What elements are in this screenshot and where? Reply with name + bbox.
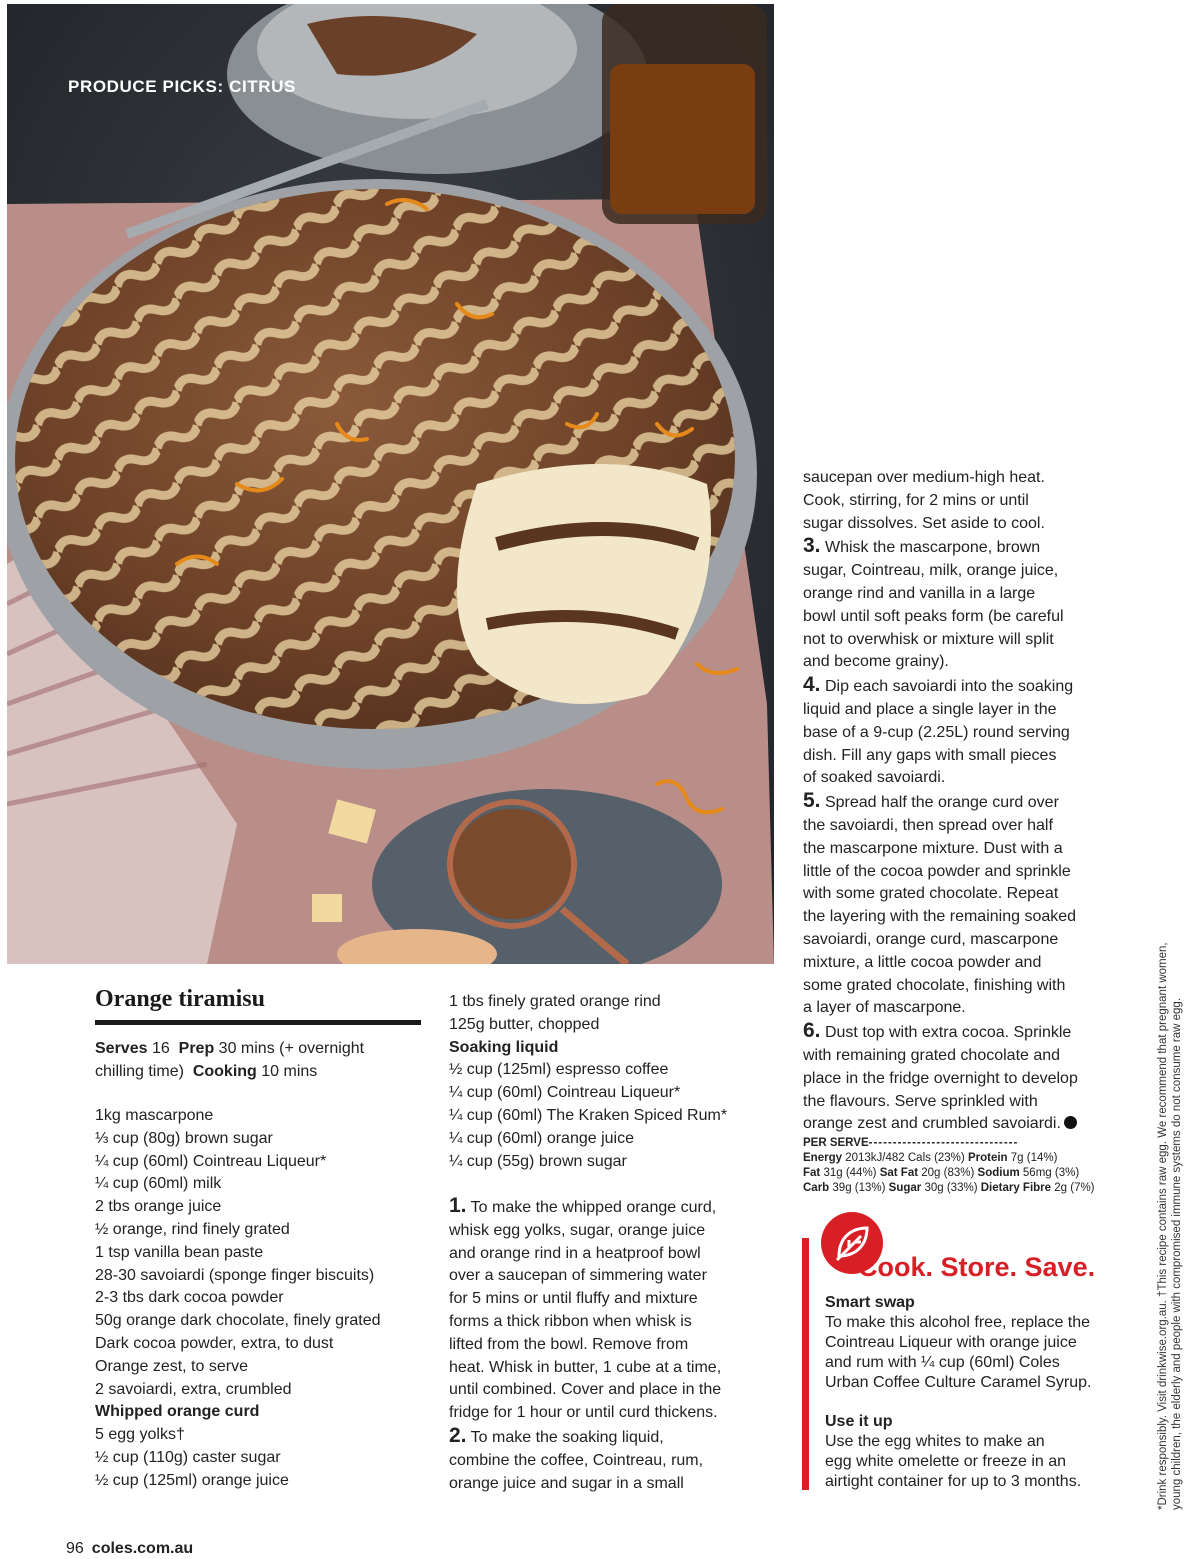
step-text: until combined. Cover and place in the xyxy=(449,1381,722,1399)
recipe-meta xyxy=(95,1037,425,1083)
step-text: Cook, stirring, for 2 mins or until xyxy=(803,491,1029,509)
step-text: a layer of mascarpone. xyxy=(803,999,966,1017)
method-line xyxy=(803,815,1138,838)
step-text: orange zest and crumbled savoiardi. xyxy=(803,1115,1061,1133)
method-line xyxy=(449,1265,774,1288)
step-text: heat. Whisk in butter, 1 cube at a time, xyxy=(449,1358,722,1376)
sodium-value: 56mg (3%) xyxy=(1022,1167,1080,1179)
use-it-up-heading: Use it up xyxy=(825,1413,893,1430)
method-line xyxy=(803,674,1138,699)
ingredient-item: Orange zest, to serve xyxy=(95,1357,248,1375)
ingredients-list-col1 xyxy=(95,1105,430,1493)
method-line xyxy=(449,1195,774,1220)
step-number: 1. xyxy=(449,1194,467,1217)
step-text: with some grated chocolate. Repeat xyxy=(803,885,1059,903)
method-line xyxy=(803,513,1138,536)
ingredient-item: ¼ cup (60ml) The Kraken Spiced Rum* xyxy=(449,1106,728,1124)
method-line xyxy=(803,1068,1138,1091)
sugar-value: 30g (33%) xyxy=(924,1182,978,1194)
serves-value: 16 xyxy=(151,1040,170,1057)
nutrition-panel xyxy=(803,1136,1133,1196)
method-line xyxy=(803,629,1138,652)
method-line xyxy=(449,1425,774,1450)
step-text: Dust top with extra cocoa. Sprinkle xyxy=(824,1024,1072,1042)
page-footer xyxy=(66,1540,193,1558)
use-it-up-line: airtight container for up to 3 months. xyxy=(825,1473,1082,1490)
method-line xyxy=(803,606,1138,629)
title-rule xyxy=(95,1020,421,1025)
step-text: To make the soaking liquid, xyxy=(470,1428,664,1446)
ingredient-item: 1kg mascarpone xyxy=(95,1107,214,1124)
ingredient-item: 1 tbs finely grated orange rind xyxy=(449,993,661,1010)
method-line xyxy=(803,1113,1138,1136)
step-number: 4. xyxy=(803,673,821,697)
prep-value-cont: chilling time) xyxy=(95,1063,184,1080)
method-line xyxy=(803,699,1138,722)
sodium-label: Sodium xyxy=(977,1167,1020,1179)
ingredient-item: ½ orange, rind finely grated xyxy=(95,1220,290,1238)
step-text: saucepan over medium-high heat. xyxy=(803,469,1045,486)
step-text: liquid and place a single layer in the xyxy=(803,700,1057,718)
method-line xyxy=(803,767,1138,790)
step-text: bowl until soft peaks form (be careful xyxy=(803,607,1064,625)
step-text: dish. Fill any gaps with small pieces xyxy=(803,746,1057,764)
method-line xyxy=(803,560,1138,583)
method-line xyxy=(803,651,1138,674)
step-number: 3. xyxy=(803,534,821,558)
smart-swap-line: Cointreau Liqueur with orange juice xyxy=(825,1334,1077,1351)
step-number: 6. xyxy=(803,1019,821,1043)
page-number: 96 xyxy=(66,1540,84,1557)
disclaimer-line: young children, the elderly and people with compromised immune systems do not consume raw egg. xyxy=(1171,997,1183,1510)
ingredient-item: ½ cup (125ml) orange juice xyxy=(95,1471,289,1489)
method-line xyxy=(449,1357,774,1380)
method-line xyxy=(803,535,1138,560)
smart-swap-block xyxy=(825,1293,1145,1393)
step-text: To make the whipped orange curd, xyxy=(470,1199,717,1216)
method-line xyxy=(803,929,1138,952)
method-col2 xyxy=(449,1195,774,1495)
ingredient-item: ¼ cup (60ml) milk xyxy=(95,1175,222,1193)
step-text: whisk egg yolks, sugar, orange juice xyxy=(449,1221,706,1239)
fat-value: 31g (44%) xyxy=(823,1167,877,1179)
method-line xyxy=(803,790,1138,815)
method-col3 xyxy=(803,467,1138,1136)
energy-value: 2013kJ/482 Cals (23%) xyxy=(845,1152,965,1164)
ingredient-item: ¼ cup (60ml) orange juice xyxy=(449,1129,634,1147)
method-line xyxy=(803,906,1138,929)
step-text: sugar, Cointreau, milk, orange juice, xyxy=(803,562,1059,580)
smart-swap-heading: Smart swap xyxy=(825,1294,915,1311)
site-link[interactable]: coles.com.au xyxy=(91,1540,194,1557)
sugar-label: Sugar xyxy=(888,1182,922,1194)
method-line xyxy=(803,883,1138,906)
step-text: not to overwhisk or mixture will split xyxy=(803,630,1054,648)
ingredient-subheading: Whipped orange curd xyxy=(95,1403,260,1421)
method-line xyxy=(803,722,1138,745)
ingredient-item: 125g butter, chopped xyxy=(449,1015,600,1033)
step-text: and orange rind in a heatproof bowl xyxy=(449,1244,701,1262)
satfat-label: Sat Fat xyxy=(879,1167,919,1179)
step-text: sugar dissolves. Set aside to cool. xyxy=(803,514,1045,532)
prep-label: Prep xyxy=(178,1040,215,1057)
method-line xyxy=(449,1288,774,1311)
nutrition-divider: ------------------------------- xyxy=(868,1137,1019,1149)
disclaimer-note xyxy=(1156,790,1184,1510)
smart-swap-line: To make this alcohol free, replace the xyxy=(825,1314,1091,1331)
ingredient-item: 2 savoiardi, extra, crumbled xyxy=(95,1380,292,1398)
carb-value: 39g (13%) xyxy=(832,1182,886,1194)
ingredient-item: ⅓ cup (80g) brown sugar xyxy=(95,1129,273,1147)
cooking-value: 10 mins xyxy=(261,1063,318,1080)
step-text: the flavours. Serve sprinkled with xyxy=(803,1092,1038,1110)
step-text: savoiardi, orange curd, mascarpone xyxy=(803,930,1059,948)
method-line xyxy=(803,1091,1138,1114)
step-text: fridge for 1 hour or until curd thickens. xyxy=(449,1404,718,1422)
use-it-up-line: egg white omelette or freeze in an xyxy=(825,1453,1067,1470)
method-line xyxy=(449,1402,774,1425)
disclaimer-line: *Drink responsibly. Visit drinkwise.org.au. †This recipe contains raw egg. We recommend that pregnant women, xyxy=(1157,942,1169,1510)
step-text: for 5 mins or until fluffy and mixture xyxy=(449,1290,698,1308)
ingredient-item: 1 tsp vanilla bean paste xyxy=(95,1243,264,1261)
satfat-value: 20g (83%) xyxy=(921,1167,975,1179)
step-text: forms a thick ribbon when whisk is xyxy=(449,1312,692,1330)
fat-label: Fat xyxy=(803,1167,821,1179)
serves-label: Serves xyxy=(95,1040,148,1057)
step-text: over a saucepan of simmering water xyxy=(449,1267,707,1285)
use-it-up-block xyxy=(825,1412,1145,1492)
method-line xyxy=(803,490,1138,513)
ingredient-item: ½ cup (125ml) espresso coffee xyxy=(449,1061,669,1079)
ingredient-item: 2-3 tbs dark cocoa powder xyxy=(95,1289,284,1307)
nutrition-heading: PER SERVE xyxy=(803,1137,869,1149)
cook-store-save-title: Cook. Store. Save. xyxy=(858,1252,1096,1282)
ingredient-item: ¼ cup (55g) brown sugar xyxy=(449,1152,627,1170)
step-number: 5. xyxy=(803,789,821,813)
step-text: and become grainy). xyxy=(803,653,949,671)
method-line xyxy=(803,975,1138,998)
step-text: lifted from the bowl. Remove from xyxy=(449,1335,689,1353)
fibre-value: 2g (7%) xyxy=(1054,1182,1095,1194)
energy-label: Energy xyxy=(803,1152,842,1164)
method-line xyxy=(803,838,1138,861)
ingredient-item: 5 egg yolks† xyxy=(95,1426,185,1444)
carb-label: Carb xyxy=(803,1182,830,1194)
method-line xyxy=(803,1020,1138,1045)
method-line xyxy=(803,1045,1138,1068)
method-line xyxy=(803,745,1138,768)
method-line xyxy=(449,1311,774,1334)
step-text: Dip each savoiardi into the soaking xyxy=(824,678,1074,696)
ingredient-item: ½ cup (110g) caster sugar xyxy=(95,1448,281,1466)
method-line xyxy=(803,467,1138,490)
method-line xyxy=(449,1334,774,1357)
tiramisu-illustration xyxy=(7,4,774,964)
ingredient-item: 28-30 savoiardi (sponge finger biscuits) xyxy=(95,1266,375,1284)
step-text: with remaining grated chocolate and xyxy=(803,1046,1061,1064)
end-mark-icon xyxy=(1064,1116,1077,1129)
step-text: some grated chocolate, finishing with xyxy=(803,976,1066,994)
step-text: place in the fridge overnight to develop xyxy=(803,1069,1078,1087)
ingredient-item: 2 tbs orange juice xyxy=(95,1198,222,1216)
method-line xyxy=(803,952,1138,975)
section-label: PRODUCE PICKS: CITRUS xyxy=(68,77,296,96)
ingredient-item: ¼ cup (60ml) Cointreau Liqueur* xyxy=(95,1152,327,1170)
ingredient-subheading: Soaking liquid xyxy=(449,1038,559,1056)
method-line xyxy=(449,1243,774,1266)
step-number: 2. xyxy=(449,1423,467,1447)
ingredient-item: Dark cocoa powder, extra, to dust xyxy=(95,1334,334,1352)
step-text: of soaked savoiardi. xyxy=(803,769,946,787)
step-text: Spread half the orange curd over xyxy=(824,794,1059,812)
fibre-label: Dietary Fibre xyxy=(980,1182,1052,1194)
smart-swap-line: and rum with ¼ cup (60ml) Coles xyxy=(825,1354,1060,1371)
step-text: Whisk the mascarpone, brown xyxy=(824,539,1041,557)
smart-swap-line: Urban Coffee Culture Caramel Syrup. xyxy=(825,1374,1092,1391)
ingredient-item: ¼ cup (60ml) Cointreau Liqueur* xyxy=(449,1084,681,1102)
method-line xyxy=(449,1379,774,1402)
method-line xyxy=(449,1450,774,1473)
method-line xyxy=(803,583,1138,606)
step-text: base of a 9-cup (2.25L) round serving xyxy=(803,723,1070,741)
step-text: orange rind and vanilla in a large xyxy=(803,584,1036,602)
ingredients-list-col2 xyxy=(449,991,779,1173)
protein-label: Protein xyxy=(967,1152,1008,1164)
recipe-photo xyxy=(7,4,774,964)
ingredient-item: 50g orange dark chocolate, finely grated xyxy=(95,1312,381,1330)
step-text: the savoiardi, then spread over half xyxy=(803,816,1053,834)
protein-value: 7g (14%) xyxy=(1010,1152,1058,1164)
method-line xyxy=(449,1220,774,1243)
method-line xyxy=(803,861,1138,884)
method-line xyxy=(803,997,1138,1020)
step-text: the mascarpone mixture. Dust with a xyxy=(803,839,1063,857)
step-text: mixture, a little cocoa powder and xyxy=(803,953,1042,971)
method-line xyxy=(449,1473,774,1496)
cooking-label: Cooking xyxy=(192,1063,257,1080)
recipe-title: Orange tiramisu xyxy=(95,986,265,1012)
step-text: little of the cocoa powder and sprinkle xyxy=(803,862,1071,880)
step-text: orange juice and sugar in a small xyxy=(449,1474,684,1492)
use-it-up-line: Use the egg whites to make an xyxy=(825,1433,1045,1450)
step-text: the layering with the remaining soaked xyxy=(803,908,1077,926)
prep-value: 30 mins (+ overnight xyxy=(218,1040,365,1057)
cook-store-save-bar xyxy=(802,1238,809,1490)
step-text: combine the coffee, Cointreau, rum, xyxy=(449,1451,704,1469)
